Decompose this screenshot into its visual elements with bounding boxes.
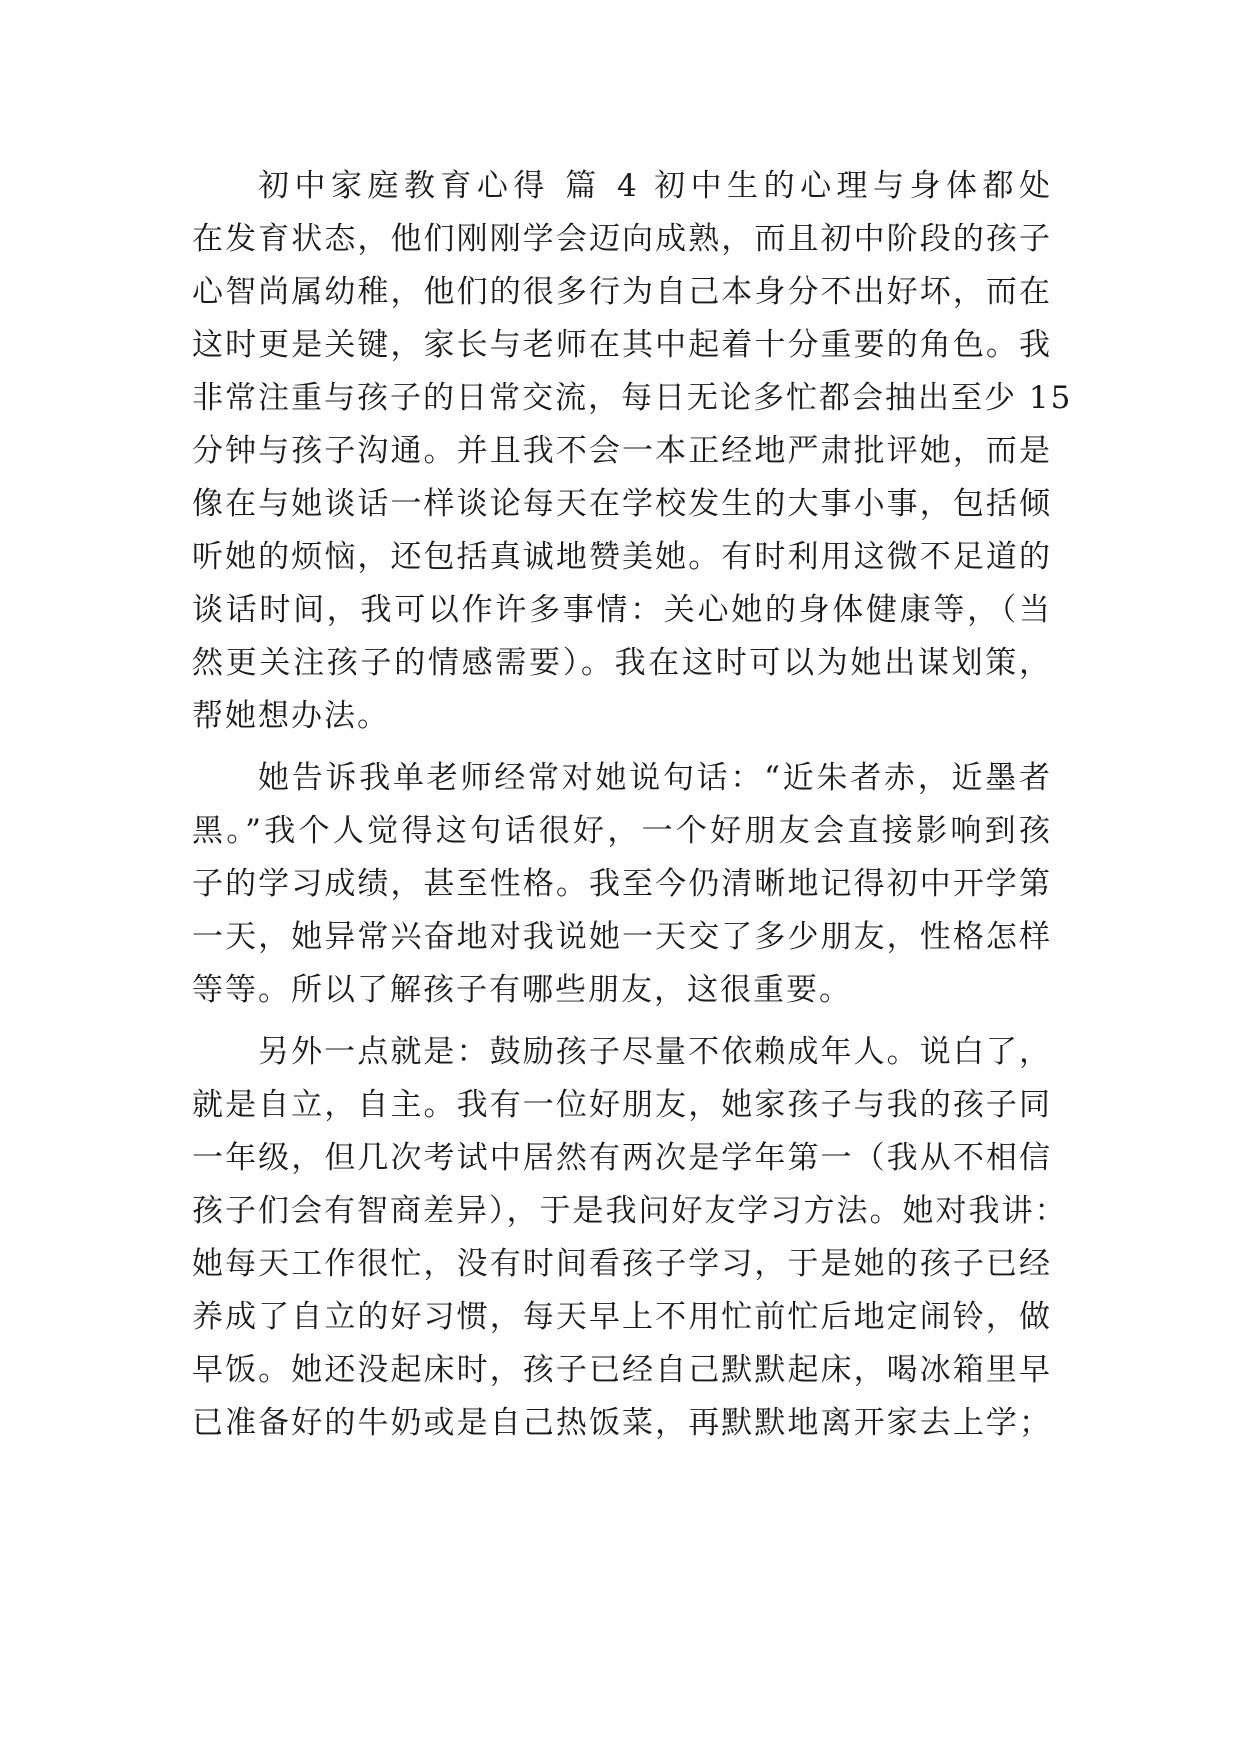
text-line: 这时更是关键，家长与老师在其中起着十分重要的角色。我 — [192, 327, 1052, 363]
text-line: 像在与她谈话一样谈论每天在学校发生的大事小事，包括倾 — [192, 486, 1052, 522]
text-line: 她每天工作很忙，没有时间看孩子学习，于是她的孩子已经 — [192, 1246, 1052, 1282]
text-line: 子的学习成绩，甚至性格。我至今仍清晰地记得初中开学第 — [192, 866, 1052, 902]
text-line: 另外一点就是：鼓励孩子尽量不依赖成年人。说白了， — [258, 1034, 1052, 1070]
text-line: 听她的烦恼，还包括真诚地赞美她。有时利用这微不足道的 — [192, 539, 1052, 575]
text-line: 在发育状态，他们刚刚学会迈向成熟，而且初中阶段的孩子 — [192, 221, 1052, 257]
paragraph-1 — [192, 160, 1073, 743]
paragraph-spacer — [192, 743, 1052, 752]
text-line: 养成了自立的好习惯，每天早上不用忙前忙后地定闹铃，做 — [192, 1299, 1052, 1335]
text-line: 谈话时间，我可以作许多事情：关心她的身体健康等，（当 — [192, 592, 1052, 628]
document-body — [192, 160, 1073, 1450]
paragraph-2 — [192, 752, 1052, 1017]
text-line: 然更关注孩子的情感需要）。我在这时可以为她出谋划策， — [192, 645, 1052, 681]
text-line: 非常注重与孩子的日常交流，每日无论多忙都会抽出至少 15 — [192, 380, 1073, 416]
text-line: 一天，她异常兴奋地对我说她一天交了多少朋友，性格怎样 — [192, 919, 1052, 955]
text-line: 已准备好的牛奶或是自己热饭菜，再默默地离开家去上学； — [192, 1405, 1052, 1441]
text-line: 黑。”我个人觉得这句话很好，一个好朋友会直接影响到孩 — [192, 813, 1052, 849]
paragraph-spacer — [192, 1017, 1052, 1026]
text-line: 就是自立，自主。我有一位好朋友，她家孩子与我的孩子同 — [192, 1087, 1052, 1123]
text-line: 心智尚属幼稚，他们的很多行为自己本身分不出好坏，而在 — [192, 274, 1052, 310]
text-line: 初中家庭教育心得 篇 4 初中生的心理与身体都处 — [258, 168, 1052, 204]
paragraph-3 — [192, 1026, 1068, 1450]
text-line: 早饭。她还没起床时，孩子已经自己默默起床，喝冰箱里早 — [192, 1352, 1052, 1388]
text-line: 她告诉我单老师经常对她说句话：“近朱者赤，近墨者 — [258, 760, 1052, 796]
text-line: 一年级，但几次考试中居然有两次是学年第一（我从不相信 — [192, 1140, 1052, 1176]
text-line: 孩子们会有智商差异），于是我问好友学习方法。她对我讲： — [192, 1193, 1068, 1229]
text-line: 帮她想办法。 — [192, 698, 390, 734]
text-line: 分钟与孩子沟通。并且我不会一本正经地严肃批评她，而是 — [192, 433, 1052, 469]
text-line: 等等。所以了解孩子有哪些朋友，这很重要。 — [192, 972, 852, 1008]
